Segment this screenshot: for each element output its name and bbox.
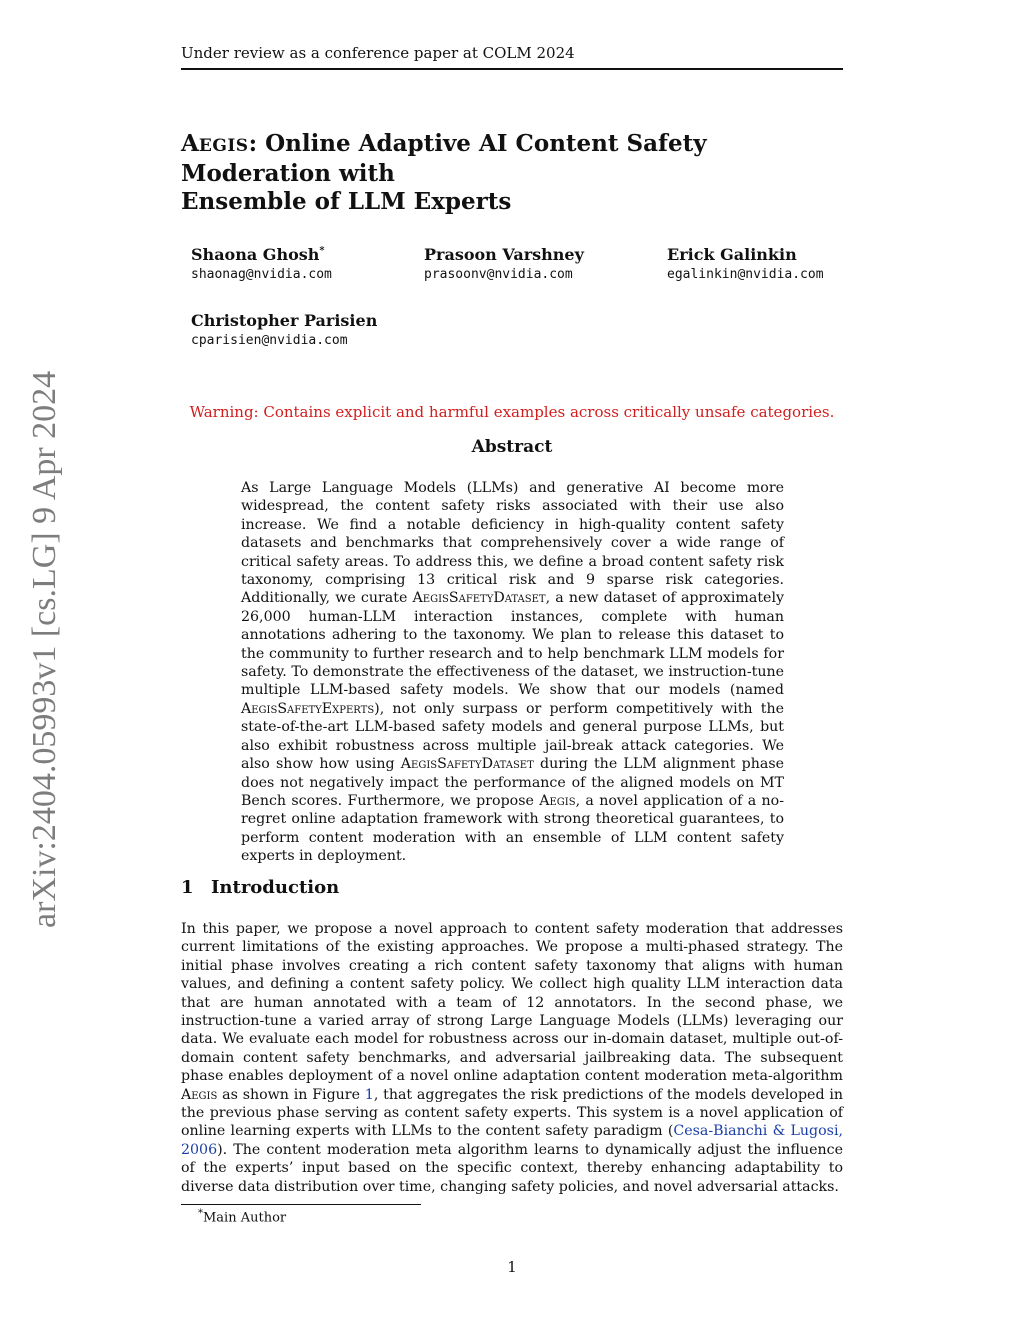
citation-link[interactable]: Cesa-Bianchi & Lugosi, 2006 [181,1123,843,1158]
title-line-1: : Online Adaptive AI Content Safety Moderation with [181,130,707,187]
author-2 [424,245,584,282]
aegis-name: Aegis [181,1086,218,1103]
footnote-rule [181,1204,421,1205]
introduction-body: In this paper, we propose a novel approach to content safety moderation that addresses current limitations of the existing approaches. We propose a multi-phased strategy. The initial phase involves creating a rich content safety taxonomy that aligns with human values, and defining a content safety policy. We collect high quality LLM interaction data that are human annotated with a team of 12 annotators. In the second phase, we instruction-tune a varied array of strong Large Language Models (LLMs) leveraging our data. We evaluate each model for robustness across our in-domain dataset, multiple out-of-domain content safety benchmarks, and adversarial jailbreaking data. The subsequent phase enables deployment of a novel online adaptation content moderation meta-algorithm Aegis as shown in Figure 1, that aggregates the risk predictions of the models developed in the previous phase serving as content safety experts. This system is a novel application of online learning experts with LLMs to the content safety paradigm (Cesa-Bianchi & Lugosi, 2006). The content moderation meta algorithm learns to dynamically adjust the influence of the experts’ input based on the specific context, thereby enhancing adaptability to diverse data distribution over time, changing safety policies, and novel adversarial attacks. [181,921,844,1195]
author-3 [667,245,824,282]
page-number: 1 [507,1258,517,1276]
abstract-body: As Large Language Models (LLMs) and generative AI become more widespread, the content safety risks associated with their use also increase. We find a notable deficiency in high-quality content safety datasets and benchmarks that comprehensively cover a wide range of critical safety areas. To address this, we define a broad content safety risk taxonomy, comprising 13 critical risk and 9 sparse risk categories. Additionally, we curate AegisSafetyDataset, a new dataset of approximately 26,000 human-LLM interaction instances, complete with human annotations adhering to the taxonomy. We plan to release this dataset to the community to further research and to help benchmark LLM models for safety. To demonstrate the effectiveness of the dataset, we instruction-tune multiple LLM-based safety models. We show that our models (named AegisSafetyExperts), not only surpass or perform competitively with the state-of-the-art LLM-based safety models and general purpose LLMs, but also exhibit robustness across multiple jail-break attack categories. We also show how using AegisSafetyDataset during the LLM alignment phase does not negatively impact the performance of the aligned models on MT Bench scores. Furthermore, we propose Aegis, a novel application of a no-regret online adaptation framework with strong theoretical guarantees, to perform content moderation with an ensemble of LLM content safety experts in deployment. [241,480,785,865]
author-name: Christopher Parisien [191,311,378,330]
dataset-name: AegisSafetyDataset [412,590,546,607]
experts-name: AegisSafetyExperts [241,700,375,717]
running-head: Under review as a conference paper at COLM 2024 [181,44,843,70]
author-email: prasoonv@nvidia.com [424,267,573,282]
author-1 [191,245,332,282]
paper-title [181,130,851,216]
dataset-name: AegisSafetyDataset [400,756,534,773]
author-4 [191,311,377,348]
title-name-rest: EGIS [198,136,249,156]
footnote-text: Main Author [203,1210,287,1226]
author-email: egalinkin@nvidia.com [667,267,824,282]
author-name: Erick Galinkin [667,245,797,264]
author-name: Prasoon Varshney [424,245,584,264]
section-title: Introduction [211,877,340,898]
section-number: 1 [181,877,194,898]
aegis-name: Aegis [539,792,576,809]
abstract-heading: Abstract [471,437,553,457]
title-line-2: Ensemble of LLM Experts [181,188,512,215]
figure-link[interactable]: 1 [364,1086,374,1103]
author-marker: * [319,245,325,257]
arxiv-stamp: arXiv:2404.05993v1 [cs.LG] 9 Apr 2024 [26,370,63,928]
section-heading [181,877,339,898]
author-name: Shaona Ghosh* [191,245,325,264]
content-warning: Warning: Contains explicit and harmful examples across critically unsafe categories. [189,403,835,421]
footnote-marker: * [198,1208,203,1219]
author-email: shaonag@nvidia.com [191,267,332,282]
author-email: cparisien@nvidia.com [191,333,348,348]
title-name-first: A [181,130,199,157]
footnote [198,1208,286,1225]
